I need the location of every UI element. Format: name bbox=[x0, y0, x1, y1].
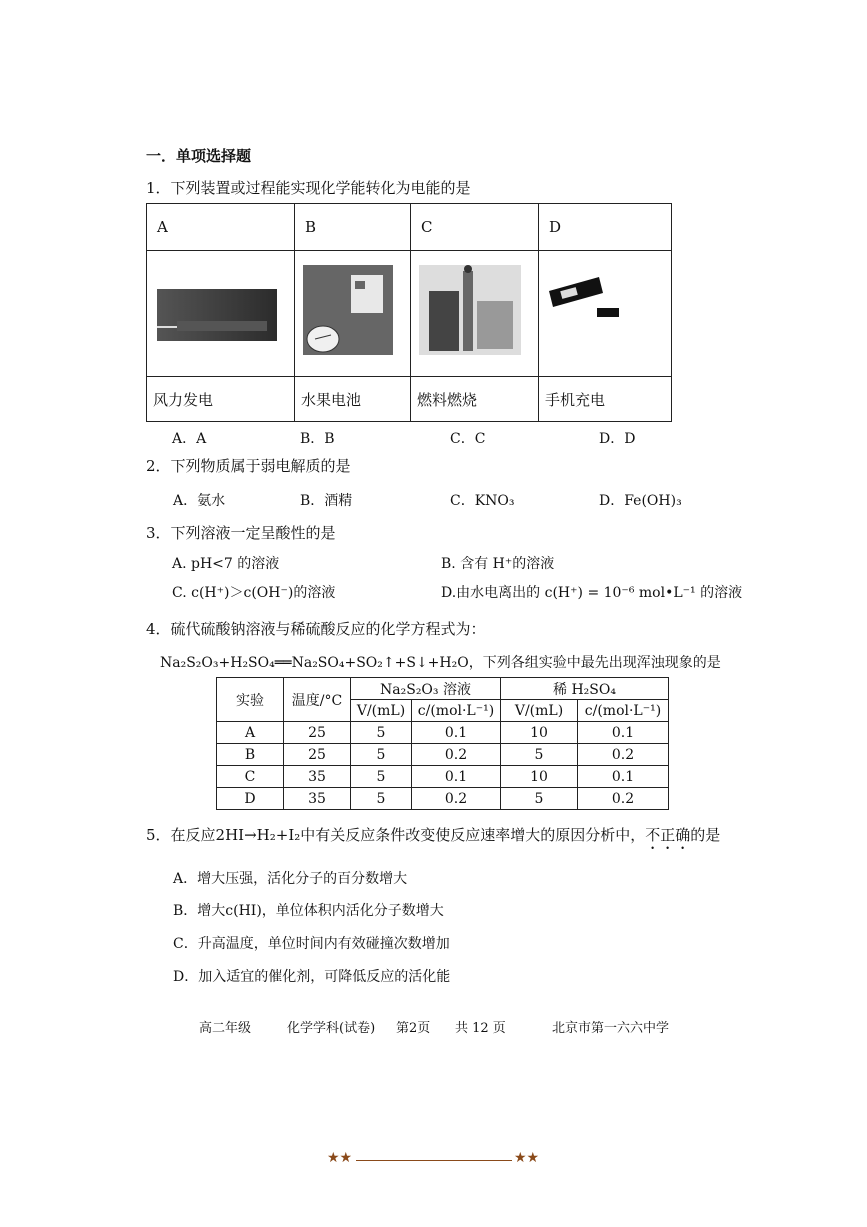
q5-stem-main: 5．在反应2HI→H₂+I₂中有关反应条件改变使反应速率增大的原因分析中， bbox=[146, 826, 646, 844]
q1-label-d: 手机充电 bbox=[539, 377, 672, 422]
table-row bbox=[217, 744, 669, 766]
q5-option-a[interactable]: A．增大压强，活化分子的百分数增大 bbox=[173, 871, 408, 887]
q5-option-b[interactable]: B．增大c(HI)，单位体积内活化分子数增大 bbox=[173, 903, 444, 919]
footer-subject: 化学学科(试卷) bbox=[287, 1021, 376, 1036]
q1-option-a[interactable]: A．A bbox=[172, 431, 207, 447]
q1-options-table bbox=[146, 203, 672, 422]
q1-header-c: C bbox=[411, 204, 539, 251]
q1-header-b: B bbox=[295, 204, 411, 251]
table-row bbox=[217, 766, 669, 788]
q4-cell: 5 bbox=[351, 744, 412, 766]
q2-option-d[interactable]: D．Fe(OH)₃ bbox=[599, 493, 682, 509]
q5-stem-end: 的是 bbox=[690, 826, 721, 844]
q4-col-v1: V/(mL) bbox=[351, 700, 412, 722]
star-icon-right: ★★ bbox=[514, 1150, 540, 1166]
q4-cell: 0.1 bbox=[578, 766, 669, 788]
q4-equation: Na₂S₂O₃+H₂SO₄══Na₂SO₄+SO₂↑+S↓+H₂O，下列各组实验中最先出现浑浊现象的是 bbox=[160, 655, 721, 671]
q4-cell: 10 bbox=[501, 766, 578, 788]
q1-stem: 1．下列装置或过程能实现化学能转化为电能的是 bbox=[146, 179, 471, 197]
q1-option-b[interactable]: B．B bbox=[300, 431, 335, 447]
q4-cell: 0.1 bbox=[578, 722, 669, 744]
q4-cell: 0.2 bbox=[578, 788, 669, 810]
q3-option-d[interactable]: D.由水电离出的 c(H⁺) = 10⁻⁶ mol•L⁻¹ 的溶液 bbox=[441, 585, 743, 601]
q4-cell: 25 bbox=[284, 722, 351, 744]
q4-col-h2so4: 稀 H₂SO₄ bbox=[501, 678, 669, 700]
q4-cell: 25 bbox=[284, 744, 351, 766]
q2-option-c[interactable]: C．KNO₃ bbox=[450, 493, 515, 509]
q4-col-na2s2o3: Na₂S₂O₃ 溶液 bbox=[351, 678, 501, 700]
table-row bbox=[217, 722, 669, 744]
q1-image-phone-charging bbox=[539, 251, 672, 377]
star-icon-left: ★★ bbox=[327, 1150, 353, 1166]
q2-option-b[interactable]: B．酒精 bbox=[300, 493, 353, 509]
q3-option-c[interactable]: C. c(H⁺)＞c(OH⁻)的溶液 bbox=[172, 585, 336, 601]
q5-stem bbox=[146, 824, 720, 853]
q4-experiment-table bbox=[216, 677, 669, 810]
q4-col-c2: c/(mol·L⁻¹) bbox=[578, 700, 669, 722]
q4-cell: 5 bbox=[501, 744, 578, 766]
q5-stem-emphasis: 不正确 bbox=[645, 826, 691, 844]
section-title: 一．单项选择题 bbox=[146, 147, 252, 165]
q4-cell: 5 bbox=[351, 722, 412, 744]
q4-cell: 0.1 bbox=[412, 766, 501, 788]
q1-label-a: 风力发电 bbox=[147, 377, 295, 422]
q5-option-d[interactable]: D．加入适宜的催化剂，可降低反应的活化能 bbox=[173, 969, 451, 985]
q1-image-fuel-burning bbox=[411, 251, 539, 377]
footer-school: 北京市第一六六中学 bbox=[552, 1021, 670, 1036]
q3-stem: 3．下列溶液一定呈酸性的是 bbox=[146, 524, 336, 542]
q4-cell: D bbox=[217, 788, 284, 810]
q4-cell: 35 bbox=[284, 766, 351, 788]
q1-image-fruit-battery bbox=[295, 251, 411, 377]
q2-option-a[interactable]: A．氨水 bbox=[173, 493, 226, 509]
q1-option-c[interactable]: C．C bbox=[450, 431, 486, 447]
q1-option-d[interactable]: D．D bbox=[599, 431, 636, 447]
q4-cell: 0.2 bbox=[578, 744, 669, 766]
q1-header-a: A bbox=[147, 204, 295, 251]
q4-cell: B bbox=[217, 744, 284, 766]
footer-grade: 高二年级 bbox=[199, 1021, 252, 1036]
decorative-divider bbox=[356, 1160, 512, 1161]
q1-image-wind-power bbox=[147, 251, 295, 377]
q4-cell: 5 bbox=[501, 788, 578, 810]
q5-option-c[interactable]: C．升高温度，单位时间内有效碰撞次数增加 bbox=[173, 936, 450, 952]
footer-total: 共 12 页 bbox=[455, 1021, 506, 1036]
q1-label-b: 水果电池 bbox=[295, 377, 411, 422]
q4-cell: 0.2 bbox=[412, 744, 501, 766]
q4-cell: 5 bbox=[351, 766, 412, 788]
footer-page: 第2页 bbox=[396, 1021, 431, 1036]
q4-cell: C bbox=[217, 766, 284, 788]
q4-cell: 0.1 bbox=[412, 722, 501, 744]
q4-cell: A bbox=[217, 722, 284, 744]
q4-col-c1: c/(mol·L⁻¹) bbox=[412, 700, 501, 722]
q4-stem: 4．硫代硫酸钠溶液与稀硫酸反应的化学方程式为： bbox=[146, 620, 486, 638]
q4-cell: 0.2 bbox=[412, 788, 501, 810]
q4-cell: 5 bbox=[351, 788, 412, 810]
q4-col-temperature: 温度/°C bbox=[284, 678, 351, 722]
q2-stem: 2．下列物质属于弱电解质的是 bbox=[146, 457, 351, 475]
table-row bbox=[217, 788, 669, 810]
q3-option-b[interactable]: B. 含有 H⁺的溶液 bbox=[441, 556, 555, 572]
q4-cell: 10 bbox=[501, 722, 578, 744]
q4-cell: 35 bbox=[284, 788, 351, 810]
q1-header-d: D bbox=[539, 204, 672, 251]
q4-col-v2: V/(mL) bbox=[501, 700, 578, 722]
q3-option-a[interactable]: A. pH<7 的溶液 bbox=[172, 556, 280, 572]
q1-label-c: 燃料燃烧 bbox=[411, 377, 539, 422]
q4-col-experiment: 实验 bbox=[217, 678, 284, 722]
